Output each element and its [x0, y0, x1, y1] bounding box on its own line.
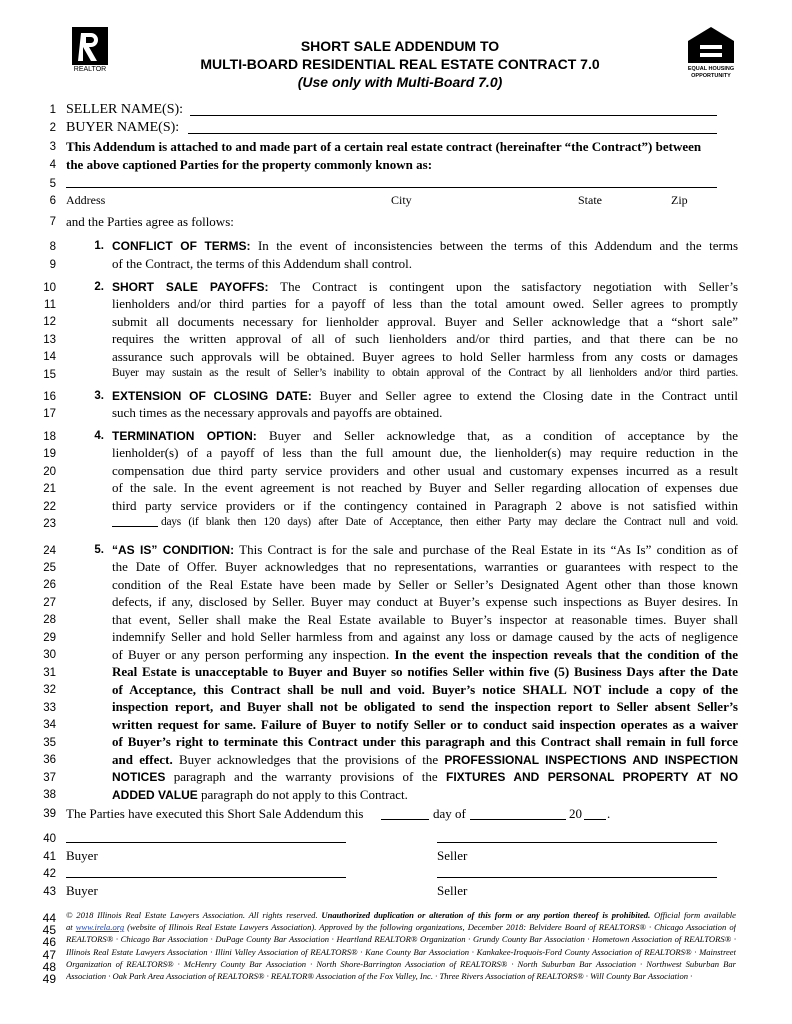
line-number: 15 [43, 369, 56, 381]
seller-name-field[interactable] [190, 101, 717, 116]
realtor-caption: REALTOR [73, 66, 107, 73]
line-number: 8 [49, 241, 56, 253]
agree-text: and the Parties agree as follows: [66, 214, 234, 229]
buyer2-signature-line[interactable] [66, 865, 346, 878]
line-number: 29 [43, 632, 56, 644]
section4-heading: TERMINATION OPTION: [112, 429, 257, 443]
line-number: 47 [42, 948, 56, 962]
section5-line32: of Acceptance, this Contract shall be null and void. Buyer’s notice SHALL NOT include a copy of the [112, 682, 738, 697]
line-number: 23 [43, 518, 56, 530]
section3-line17: such times as the necessary approvals and payoffs are obtained. [112, 405, 443, 420]
footer-line47: Illinois Real Estate Lawyers Association · Illini Valley Association of REALTORS® · Kane County Bar Association · Kankakee-Iroquois-Ford County Association of REALTORS® · Mainstreet [66, 947, 736, 957]
footer-line48: Organization of REALTORS® · McHenry County Bar Association · North Shore-Barrington Association of REALTORS® · North Suburban Bar Association · Northwest Suburban Bar [66, 959, 736, 969]
footer-available: Official form available [654, 910, 736, 920]
section5-text36a: and effect. [112, 752, 173, 767]
section4-line21: of the sale. In the event agreement is not reached by Buyer and Seller regarding allocation of expenses due [112, 480, 738, 495]
line-number: 5 [49, 178, 56, 190]
line-number: 34 [43, 719, 56, 731]
section5-text30b: In the event the inspection reveals that the condition of the [394, 647, 739, 662]
seller-name-label: SELLER NAME(S): [66, 102, 184, 117]
section2-number: 2. [94, 281, 104, 293]
buyer1-label: Buyer [66, 848, 98, 863]
buyer1-signature-line[interactable] [66, 830, 346, 843]
section5-line33: inspection report, and Buyer shall not be obligated to send the inspection report to Seller absent Seller’s [112, 699, 738, 714]
seller1-label: Seller [437, 848, 468, 863]
title-line2: MULTI-BOARD RESIDENTIAL REAL ESTATE CONTRACT 7.0 [200, 56, 600, 72]
line-number: 40 [43, 833, 56, 845]
line-number: 41 [43, 851, 56, 863]
section5-text38a: ADDED VALUE [112, 788, 198, 802]
line-number: 18 [43, 431, 56, 443]
address-label: Address [66, 193, 106, 207]
section4-line20: compensation due third party service providers and other usual and customary expenses incurred as a result [112, 463, 738, 478]
intro-line1: This Addendum is attached to and made part of a certain real estate contract (hereinafter “the Contract”) between [66, 139, 702, 154]
section5-line29: indemnify Seller and hold Seller harmless from and against any loss or damage caused by the acts of negligence [112, 629, 738, 644]
footer-line46: REALTORS® · Chicago Bar Association · DuPage County Bar Association · Heartland REALTOR® Organization · Grundy County Bar Association · Hometown Association of REALTORS® · [66, 934, 736, 944]
section2-heading: SHORT SALE PAYOFFS: [112, 280, 269, 294]
intro-line2: the above captioned Parties for the property commonly known as: [66, 157, 433, 172]
line-number: 22 [43, 501, 56, 513]
section2-line14: assurance such approvals will be obtained. Buyer agrees to hold Seller harmless from any costs or damages [112, 349, 738, 364]
section2-line10 [112, 278, 738, 296]
section2-text10: The Contract is contingent upon the satisfactory negotiation with Seller’s [280, 279, 739, 294]
section1-line9: of the Contract, the terms of this Addendum shall control. [112, 256, 413, 271]
line-number: 4 [49, 159, 56, 171]
section5-text36c: PROFESSIONAL INSPECTIONS AND INSPECTION [444, 753, 739, 767]
zip-label: Zip [671, 193, 688, 207]
seller1-signature-line[interactable] [437, 830, 717, 843]
line-number: 35 [43, 737, 56, 749]
section3-number: 3. [94, 390, 104, 402]
section1-text8: In the event of inconsistencies between the terms of this Addendum and the terms [257, 238, 739, 253]
section4-text18: Buyer and Seller acknowledge that, as a condition of acceptance by the [268, 428, 739, 443]
section5-text37c: FIXTURES AND PERSONAL PROPERTY AT NO [445, 770, 739, 784]
line-number: 19 [43, 448, 56, 460]
footer-copyright: © 2018 Illinois Real Estate Lawyers Association. All rights reserved. [66, 910, 318, 920]
section1-heading: CONFLICT OF TERMS: [112, 239, 251, 253]
section5-text30a: of Buyer or any person performing any inspection. [112, 647, 390, 662]
section2-line12: submit all documents necessary for lienholder approval. Buyer and Seller acknowledge that a “short sale” [112, 314, 738, 329]
line-number: 37 [43, 772, 56, 784]
section5-text36b: Buyer acknowledges that the provisions of the [179, 752, 439, 767]
section4-line23: days (if blank then 120 days) after Date of Acceptance, then either Party may declare the Contract null and void. [161, 516, 738, 528]
section5-number: 5. [94, 544, 104, 556]
section5-line36 [112, 751, 738, 769]
line-number: 46 [42, 935, 56, 949]
execution-year-label: 20 [569, 806, 582, 821]
line-number: 26 [43, 579, 56, 591]
line-number: 1 [49, 104, 56, 116]
section2-line11: lienholders and/or third parties for a payoff of less than the total amount owed. Seller agrees to promptly [112, 296, 738, 311]
line-number: 9 [49, 259, 56, 271]
line-number: 20 [43, 466, 56, 478]
realtor-logo [68, 25, 112, 77]
footer-at: at [66, 922, 73, 932]
line-number: 12 [43, 316, 56, 328]
execution-period: . [607, 806, 611, 821]
seller2-signature-line[interactable] [437, 865, 717, 878]
line-number: 3 [49, 141, 56, 153]
eho-line1: EQUAL HOUSING [687, 66, 735, 72]
section3-line16 [112, 387, 738, 405]
execution-text: The Parties have executed this Short Sale Addendum this [66, 806, 364, 821]
buyer-name-label: BUYER NAME(S): [66, 120, 180, 135]
line-number: 38 [43, 789, 56, 801]
section5-text37a: NOTICES [112, 770, 166, 784]
line-number: 32 [43, 684, 56, 696]
section5-line26: condition of the Real Estate have been made by Seller or Seller’s Designated Agent other than those known [112, 577, 738, 592]
line-number: 44 [42, 911, 56, 925]
line-number: 21 [43, 483, 56, 495]
line-number: 16 [43, 391, 56, 403]
section5-line38 [112, 786, 738, 804]
line-number: 43 [43, 886, 56, 898]
section4-number: 4. [94, 430, 104, 442]
equal-housing-icon [684, 25, 738, 65]
line-number: 25 [43, 562, 56, 574]
line-number: 27 [43, 597, 56, 609]
section5-text38b: paragraph do not apply to this Contract. [201, 787, 408, 802]
section1-line8 [112, 237, 738, 255]
line-number: 45 [42, 923, 56, 937]
line-number: 6 [49, 195, 56, 207]
line-number: 39 [43, 808, 56, 820]
line-number: 11 [44, 299, 56, 311]
footer-line45 [66, 921, 736, 933]
section5-line34: written request for same. Failure of Buyer to notify Seller or to conduct said inspection operates as a waiver [112, 717, 738, 732]
section4-line18 [112, 427, 738, 445]
section5-line25: the Date of Offer. Buyer acknowledges that no representations, warranties or guarantees with respect to the [112, 559, 738, 574]
title-line3: (Use only with Multi-Board 7.0) [297, 74, 503, 90]
buyer2-label: Buyer [66, 883, 98, 898]
line-number: 28 [43, 614, 56, 626]
city-label: City [391, 193, 412, 207]
section5-line31: Real Estate is unacceptable to Buyer and Buyer so notifies Seller within five (5) Business Days after the Date [112, 664, 738, 679]
section5-text24: This Contract is for the sale and purchase of the Real Estate in its “As Is” condition as of [239, 542, 738, 557]
irela-link[interactable]: www.irela.org [75, 922, 125, 932]
line-number: 13 [43, 334, 56, 346]
line-number: 14 [43, 351, 56, 363]
execution-month-field[interactable] [470, 806, 566, 820]
line-number: 31 [43, 667, 56, 679]
line-number: 30 [43, 649, 56, 661]
days-field[interactable] [112, 514, 158, 527]
section1-number: 1. [94, 240, 104, 252]
line-number: 17 [43, 408, 56, 420]
section2-line13: requires the written approval of all of such lienholders and/or third parties, and that there can be no [112, 331, 738, 346]
section5-text37b: paragraph and the warranty provisions of the [173, 769, 438, 784]
section3-text16: Buyer and Seller agree to extend the Closing date in the Contract until [319, 388, 739, 403]
section5-line24 [112, 541, 738, 559]
equal-housing-logo [684, 25, 738, 81]
footer-prohibited: Unauthorized duplication or alteration of this form or any portion thereof is prohibited. [321, 910, 651, 920]
line-number: 48 [42, 960, 56, 974]
property-address-field[interactable] [66, 175, 717, 188]
eho-line2: OPPORTUNITY [691, 73, 731, 79]
line-number: 10 [43, 282, 56, 294]
execution-year-field[interactable] [584, 806, 606, 820]
buyer-name-field[interactable] [188, 119, 717, 134]
section5-line27: defects, if any, disclosed by Seller. Buyer may conduct at Buyer’s expense such inspections as Buyer desires. In [112, 594, 738, 609]
line-number: 2 [49, 122, 56, 134]
section4-line22: third party service providers or if the contingency contained in Paragraph 2 above is not satisfied within [112, 498, 738, 513]
section5-line35: of Buyer’s right to terminate this Contract under this paragraph and this Contract shall remain in full force [112, 734, 738, 749]
footer-line44 [66, 909, 736, 921]
line-number: 33 [43, 702, 56, 714]
line-number: 7 [49, 216, 56, 228]
line-number: 42 [43, 868, 56, 880]
section5-line30 [112, 646, 738, 663]
line-number: 36 [43, 754, 56, 766]
section2-line15: Buyer may sustain as the result of Seller’s inability to obtain approval of the Contract by all lienholders and/or third parties. [112, 367, 738, 379]
line-number: 49 [42, 972, 56, 986]
section5-line28: that event, Seller shall make the Real Estate available to Buyer’s inspector at reasonable times. Buyer shall [112, 612, 738, 627]
title-line1: SHORT SALE ADDENDUM TO [300, 38, 500, 54]
section5-line37 [112, 768, 738, 786]
execution-day-field[interactable] [381, 806, 429, 820]
section4-line19: lienholder(s) of a payoff of less than the full amount due, the lienholder(s) may require reduction in the [112, 445, 738, 460]
section5-heading: “AS IS” CONDITION: [112, 543, 235, 557]
seller2-label: Seller [437, 883, 468, 898]
execution-day-label: day of [433, 806, 466, 821]
line-number: 24 [43, 545, 56, 557]
footer-approved: (website of Illinois Real Estate Lawyers Association). Approved by the following organizations, December 2018: Belvidere Board of REALTORS® · Chicago Association of [127, 922, 736, 932]
section3-heading: EXTENSION OF CLOSING DATE: [112, 389, 312, 403]
state-label: State [578, 193, 602, 207]
footer-line49: Association · Oak Park Area Association of REALTORS® · REALTOR® Association of the Fox Valley, Inc. · Three Rivers Association of REALTORS® · Will County Bar Association · [66, 971, 693, 981]
